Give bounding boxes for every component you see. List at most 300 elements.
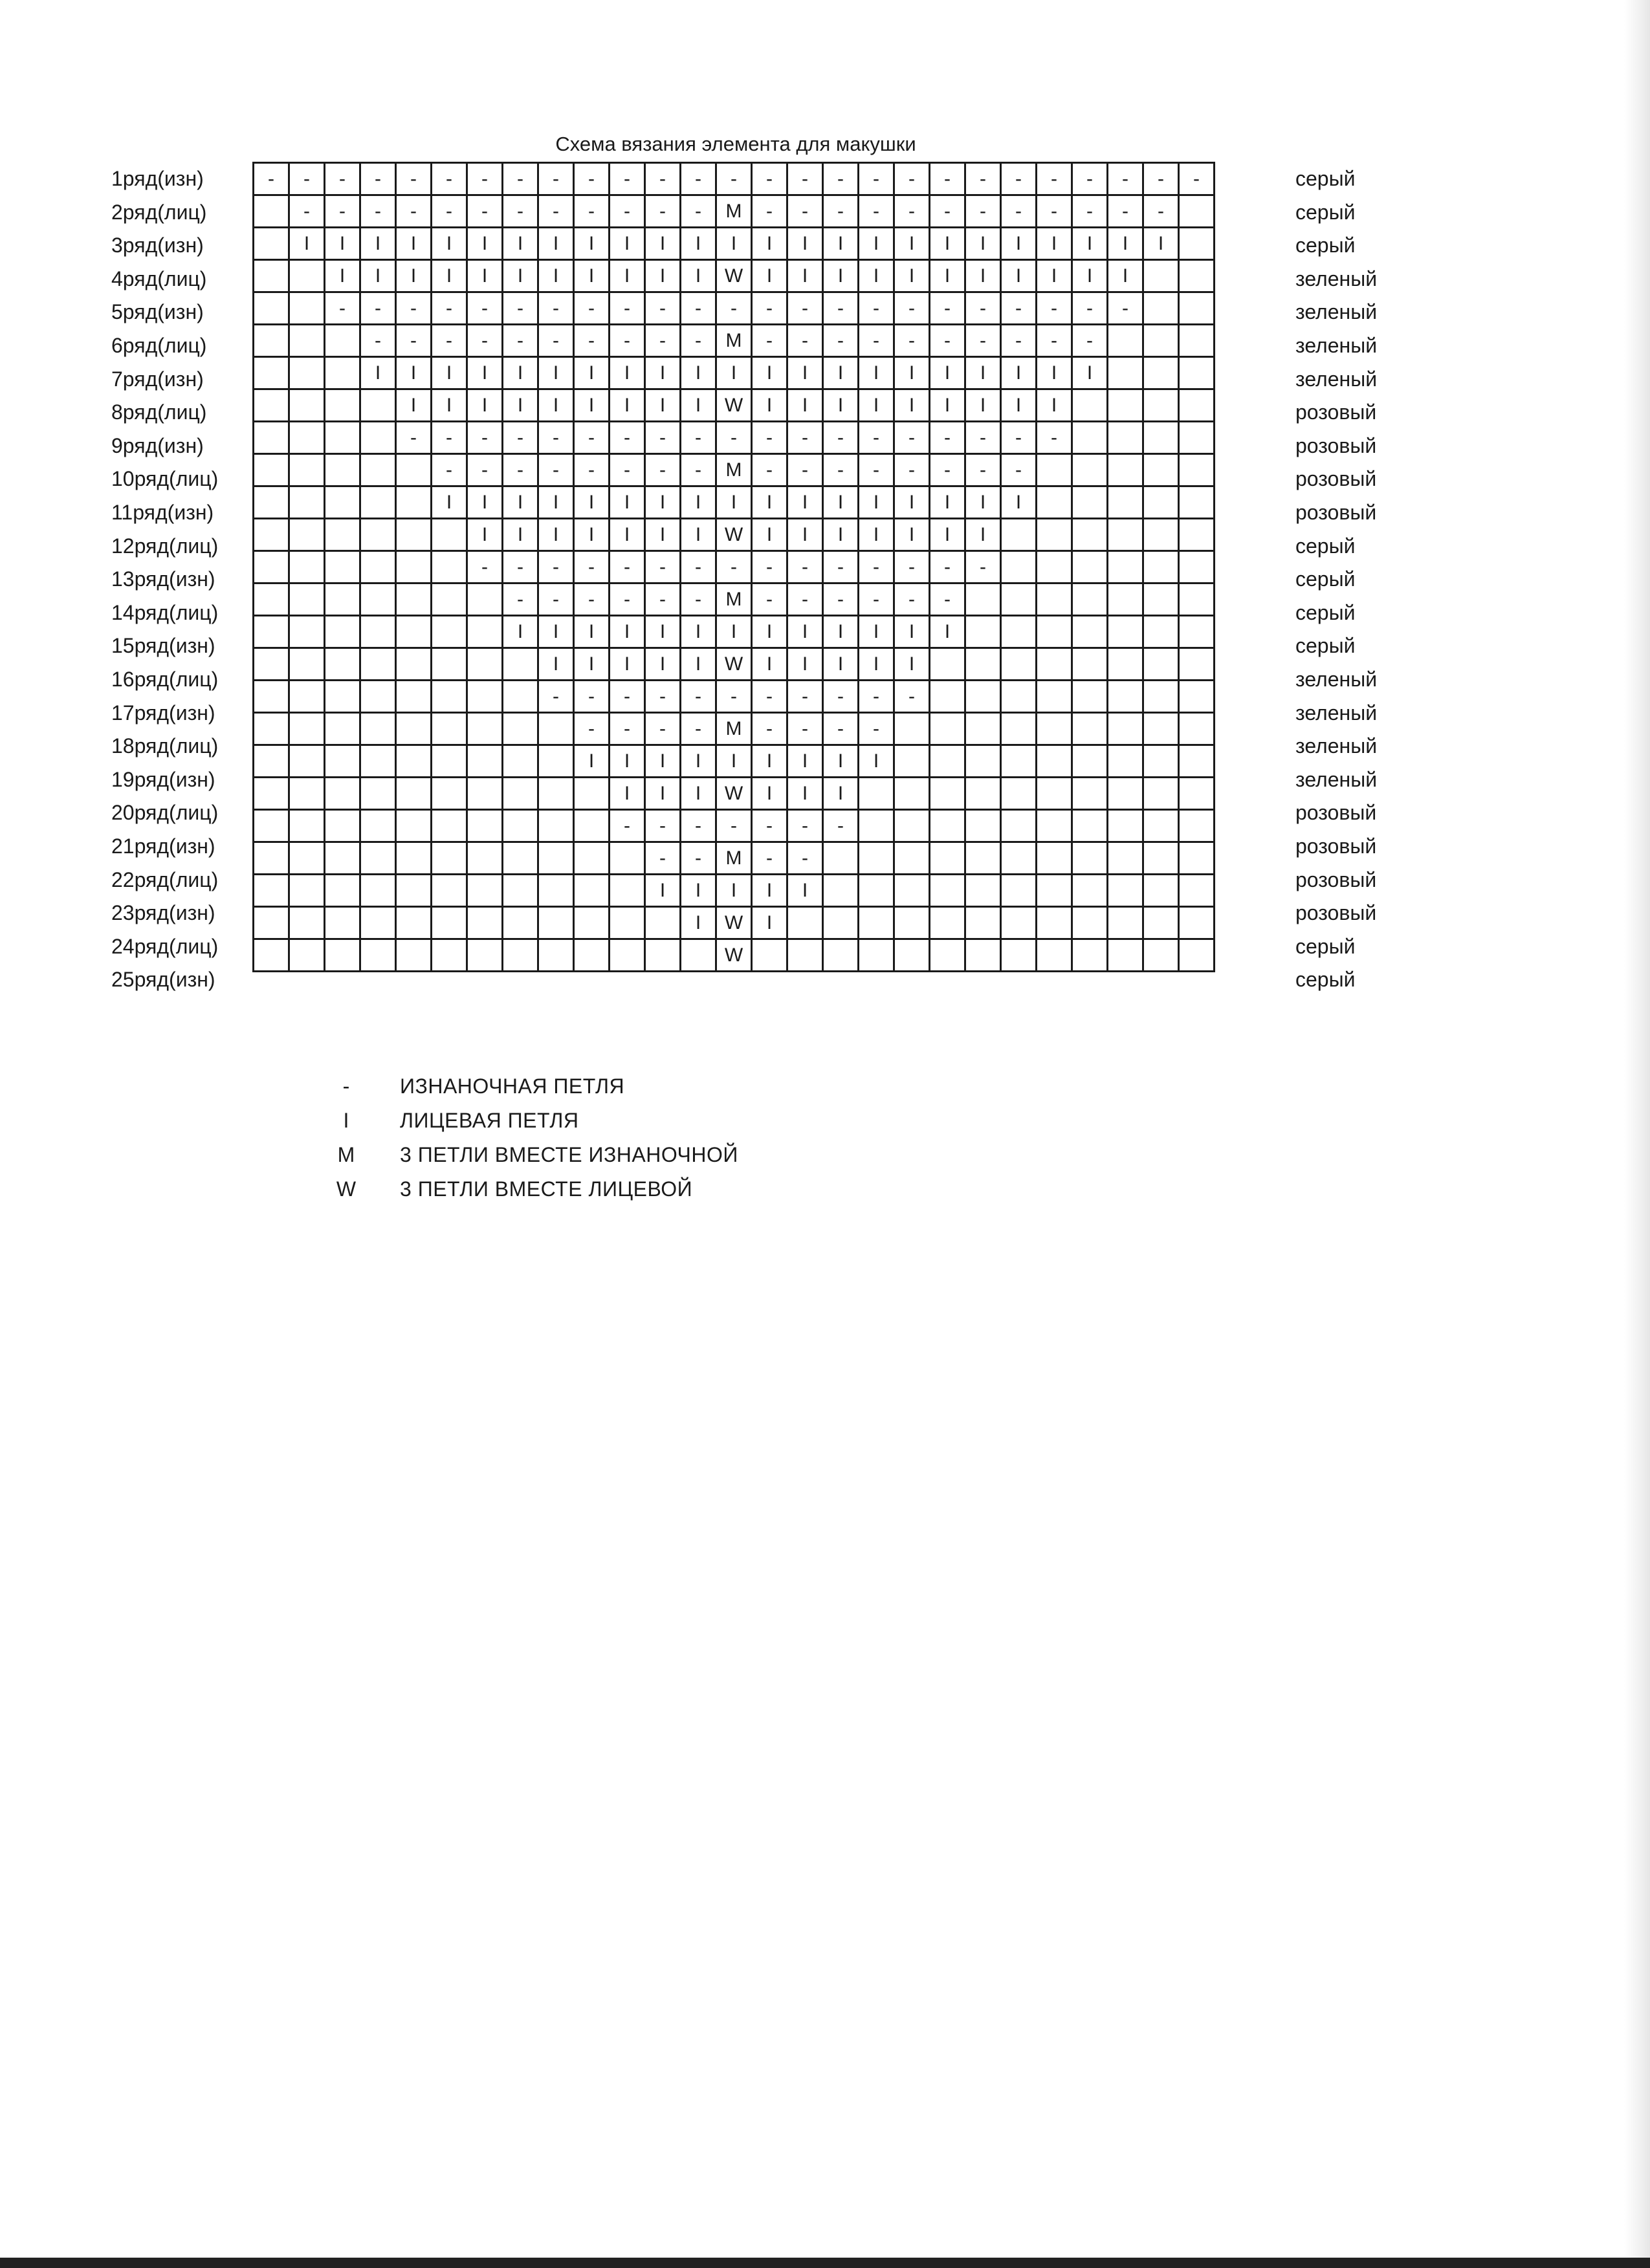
chart-cell: I xyxy=(610,357,645,389)
chart-cell: I xyxy=(787,616,823,648)
chart-cell: I xyxy=(360,228,396,260)
chart-cell: - xyxy=(503,454,538,486)
chart-cell xyxy=(1179,907,1215,939)
chart-cell xyxy=(894,907,930,939)
chart-cell: - xyxy=(823,454,859,486)
chart-cell xyxy=(681,939,716,972)
chart-cell xyxy=(432,907,467,939)
chart-cell xyxy=(396,648,432,681)
chart-cell: - xyxy=(645,292,681,325)
chart-cell: I xyxy=(752,357,787,389)
chart-cell: - xyxy=(610,325,645,357)
chart-row xyxy=(254,939,1215,972)
chart-cell: M xyxy=(716,713,752,745)
chart-cell xyxy=(360,875,396,907)
chart-cell: I xyxy=(930,389,965,422)
row-color: зеленый xyxy=(1295,367,1378,391)
row-color: серый xyxy=(1295,634,1356,658)
chart-cell: I xyxy=(930,357,965,389)
chart-cell: - xyxy=(716,422,752,454)
chart-cell xyxy=(360,713,396,745)
chart-cell xyxy=(289,357,325,389)
legend-text: 3 ПЕТЛИ ВМЕСТЕ ЛИЦЕВОЙ xyxy=(400,1177,693,1201)
chart-cell: - xyxy=(574,195,610,228)
chart-cell xyxy=(859,939,894,972)
chart-cell: I xyxy=(930,616,965,648)
chart-cell xyxy=(396,551,432,583)
chart-cell xyxy=(1143,325,1179,357)
chart-cell: I xyxy=(752,260,787,292)
chart-cell: - xyxy=(823,292,859,325)
chart-cell xyxy=(930,713,965,745)
chart-cell: I xyxy=(1001,389,1037,422)
chart-cell xyxy=(1179,551,1215,583)
chart-cell xyxy=(1001,648,1037,681)
row-color: серый xyxy=(1295,600,1356,624)
chart-cell: - xyxy=(965,454,1001,486)
row-label: 23ряд(изн) xyxy=(111,901,215,925)
chart-cell: - xyxy=(787,163,823,195)
legend-text: ЛИЦЕВАЯ ПЕТЛЯ xyxy=(400,1109,579,1132)
chart-cell xyxy=(1001,681,1037,713)
chart-cell xyxy=(930,810,965,842)
chart-cell: I xyxy=(787,357,823,389)
chart-row xyxy=(254,842,1215,875)
chart-cell: I xyxy=(930,260,965,292)
chart-cell xyxy=(1143,292,1179,325)
chart-cell xyxy=(254,486,289,519)
chart-cell: I xyxy=(538,648,574,681)
row-color: розовый xyxy=(1295,467,1377,491)
chart-cell: I xyxy=(859,648,894,681)
chart-cell: - xyxy=(289,163,325,195)
chart-cell xyxy=(930,842,965,875)
chart-cell xyxy=(1001,875,1037,907)
chart-cell: - xyxy=(610,195,645,228)
chart-cell xyxy=(396,486,432,519)
chart-cell: - xyxy=(787,810,823,842)
chart-cell xyxy=(432,713,467,745)
chart-cell xyxy=(965,842,1001,875)
chart-cell: - xyxy=(823,163,859,195)
chart-cell xyxy=(1037,875,1072,907)
chart-cell: - xyxy=(787,454,823,486)
chart-cell xyxy=(823,875,859,907)
chart-row xyxy=(254,907,1215,939)
chart-cell: I xyxy=(360,357,396,389)
row-color: зеленый xyxy=(1295,701,1378,725)
chart-cell xyxy=(325,454,360,486)
chart-cell xyxy=(503,681,538,713)
chart-cell xyxy=(254,648,289,681)
chart-cell: I xyxy=(325,228,360,260)
chart-cell: - xyxy=(610,163,645,195)
chart-cell xyxy=(1108,745,1143,778)
chart-cell xyxy=(1108,875,1143,907)
chart-cell: I xyxy=(681,778,716,810)
chart-cell xyxy=(360,939,396,972)
chart-cell: I xyxy=(1037,357,1072,389)
chart-cell: - xyxy=(538,163,574,195)
chart-cell xyxy=(1037,907,1072,939)
chart-cell: - xyxy=(787,681,823,713)
chart-cell: - xyxy=(1072,325,1108,357)
chart-cell xyxy=(254,745,289,778)
chart-cell xyxy=(503,875,538,907)
chart-cell xyxy=(289,486,325,519)
chart-cell xyxy=(254,551,289,583)
row-color: серый xyxy=(1295,200,1356,224)
chart-cell: - xyxy=(1001,292,1037,325)
chart-cell xyxy=(823,907,859,939)
chart-cell: I xyxy=(645,616,681,648)
chart-cell: - xyxy=(503,292,538,325)
chart-cell: I xyxy=(467,228,503,260)
chart-cell xyxy=(1072,583,1108,616)
chart-cell: I xyxy=(823,228,859,260)
chart-cell xyxy=(965,713,1001,745)
chart-cell: I xyxy=(894,616,930,648)
chart-cell xyxy=(1179,778,1215,810)
chart-cell xyxy=(1108,616,1143,648)
chart-cell xyxy=(787,907,823,939)
chart-cell: - xyxy=(360,163,396,195)
chart-cell: I xyxy=(965,519,1001,551)
chart-cell xyxy=(859,810,894,842)
chart-cell: I xyxy=(538,486,574,519)
chart-cell xyxy=(930,681,965,713)
chart-cell: - xyxy=(965,325,1001,357)
chart-cell xyxy=(254,228,289,260)
chart-cell: I xyxy=(645,648,681,681)
chart-cell xyxy=(289,519,325,551)
chart-cell: - xyxy=(894,292,930,325)
chart-cell xyxy=(1072,486,1108,519)
chart-cell xyxy=(467,745,503,778)
chart-cell: - xyxy=(538,551,574,583)
chart-cell xyxy=(1072,454,1108,486)
chart-cell: I xyxy=(752,648,787,681)
chart-cell: I xyxy=(610,745,645,778)
chart-cell: - xyxy=(787,292,823,325)
row-label: 3ряд(изн) xyxy=(111,234,204,257)
chart-cell xyxy=(325,486,360,519)
chart-cell xyxy=(823,842,859,875)
chart-cell: I xyxy=(645,875,681,907)
chart-cell: - xyxy=(1072,292,1108,325)
chart-cell: I xyxy=(467,486,503,519)
row-label: 15ряд(изн) xyxy=(111,634,215,658)
chart-cell xyxy=(254,616,289,648)
chart-cell: I xyxy=(894,260,930,292)
chart-row xyxy=(254,357,1215,389)
chart-cell xyxy=(467,875,503,907)
chart-cell: - xyxy=(1143,195,1179,228)
chart-cell: I xyxy=(538,228,574,260)
chart-cell xyxy=(894,745,930,778)
chart-cell: - xyxy=(538,325,574,357)
chart-cell xyxy=(1072,939,1108,972)
chart-cell xyxy=(1037,810,1072,842)
chart-cell xyxy=(467,681,503,713)
chart-cell xyxy=(396,875,432,907)
chart-cell xyxy=(360,583,396,616)
chart-cell: - xyxy=(1037,163,1072,195)
chart-cell xyxy=(432,939,467,972)
chart-cell: - xyxy=(1001,422,1037,454)
chart-cell: I xyxy=(716,616,752,648)
chart-cell: I xyxy=(965,486,1001,519)
chart-cell: - xyxy=(538,681,574,713)
chart-cell xyxy=(859,907,894,939)
chart-cell: I xyxy=(503,486,538,519)
chart-cell xyxy=(503,778,538,810)
chart-cell: - xyxy=(538,454,574,486)
chart-cell: I xyxy=(823,616,859,648)
chart-cell: I xyxy=(752,778,787,810)
chart-cell xyxy=(396,681,432,713)
chart-cell: - xyxy=(752,195,787,228)
chart-cell xyxy=(1143,454,1179,486)
chart-cell xyxy=(432,875,467,907)
chart-cell: I xyxy=(752,519,787,551)
chart-cell: I xyxy=(752,486,787,519)
chart-cell xyxy=(965,810,1001,842)
chart-cell: I xyxy=(787,778,823,810)
chart-cell: I xyxy=(610,486,645,519)
chart-cell: I xyxy=(681,648,716,681)
chart-cell: - xyxy=(752,583,787,616)
chart-cell: I xyxy=(859,228,894,260)
chart-row xyxy=(254,713,1215,745)
row-label: 18ряд(лиц) xyxy=(111,734,219,758)
chart-cell xyxy=(894,810,930,842)
chart-cell: I xyxy=(503,616,538,648)
chart-cell xyxy=(574,907,610,939)
row-color: серый xyxy=(1295,934,1356,958)
chart-cell xyxy=(396,939,432,972)
chart-cell: - xyxy=(823,583,859,616)
chart-cell xyxy=(1072,778,1108,810)
chart-cell xyxy=(254,842,289,875)
chart-cell: I xyxy=(965,228,1001,260)
chart-cell xyxy=(360,648,396,681)
chart-cell xyxy=(432,519,467,551)
chart-cell xyxy=(254,939,289,972)
chart-cell: - xyxy=(930,195,965,228)
chart-cell xyxy=(930,907,965,939)
chart-cell: I xyxy=(965,389,1001,422)
chart-cell: - xyxy=(930,163,965,195)
chart-cell: I xyxy=(752,228,787,260)
chart-cell xyxy=(289,907,325,939)
chart-cell: I xyxy=(894,486,930,519)
chart-cell xyxy=(1108,939,1143,972)
row-color: розовый xyxy=(1295,801,1377,825)
chart-cell xyxy=(965,745,1001,778)
legend-text: ИЗНАНОЧНАЯ ПЕТЛЯ xyxy=(400,1074,625,1098)
chart-cell xyxy=(1108,810,1143,842)
chart-cell xyxy=(610,875,645,907)
chart-cell: - xyxy=(432,325,467,357)
chart-cell: - xyxy=(645,551,681,583)
chart-cell: - xyxy=(538,422,574,454)
chart-cell: - xyxy=(1108,195,1143,228)
chart-cell: I xyxy=(859,357,894,389)
chart-cell: - xyxy=(574,583,610,616)
chart-cell xyxy=(1001,810,1037,842)
chart-cell xyxy=(1143,422,1179,454)
row-label: 17ряд(изн) xyxy=(111,701,215,725)
chart-cell xyxy=(610,842,645,875)
chart-cell xyxy=(254,422,289,454)
chart-cell xyxy=(432,745,467,778)
chart-cell xyxy=(610,939,645,972)
chart-cell xyxy=(1072,519,1108,551)
chart-cell xyxy=(289,551,325,583)
chart-cell: - xyxy=(538,292,574,325)
chart-cell: - xyxy=(716,292,752,325)
chart-cell: - xyxy=(325,292,360,325)
chart-cell xyxy=(254,260,289,292)
chart-cell: - xyxy=(325,195,360,228)
chart-cell: I xyxy=(467,357,503,389)
chart-cell xyxy=(1108,486,1143,519)
row-label: 19ряд(изн) xyxy=(111,767,215,791)
chart-cell xyxy=(360,681,396,713)
chart-cell xyxy=(1037,778,1072,810)
chart-cell: I xyxy=(645,228,681,260)
row-label: 1ряд(изн) xyxy=(111,167,204,190)
chart-cell xyxy=(1143,842,1179,875)
chart-cell: - xyxy=(752,454,787,486)
chart-cell: - xyxy=(610,422,645,454)
row-color: розовый xyxy=(1295,433,1377,457)
row-label: 21ряд(изн) xyxy=(111,834,215,858)
chart-cell xyxy=(894,842,930,875)
chart-cell: I xyxy=(610,648,645,681)
chart-cell: - xyxy=(823,551,859,583)
chart-cell: - xyxy=(645,325,681,357)
chart-row xyxy=(254,228,1215,260)
chart-cell xyxy=(1037,713,1072,745)
chart-cell xyxy=(1179,325,1215,357)
chart-cell: - xyxy=(859,292,894,325)
chart-cell xyxy=(254,681,289,713)
chart-cell xyxy=(254,713,289,745)
chart-cell: - xyxy=(930,422,965,454)
chart-cell xyxy=(467,583,503,616)
chart-cell xyxy=(325,389,360,422)
chart-cell: I xyxy=(716,228,752,260)
chart-cell xyxy=(1037,939,1072,972)
chart-cell: I xyxy=(645,357,681,389)
chart-cell: - xyxy=(396,422,432,454)
chart-row xyxy=(254,519,1215,551)
legend-symbol: M xyxy=(337,1143,355,1166)
chart-cell xyxy=(360,616,396,648)
chart-cell xyxy=(1001,778,1037,810)
chart-cell: - xyxy=(574,713,610,745)
chart-cell: I xyxy=(574,745,610,778)
chart-cell xyxy=(289,681,325,713)
chart-cell xyxy=(360,389,396,422)
chart-cell xyxy=(965,583,1001,616)
chart-cell: I xyxy=(1001,260,1037,292)
chart-cell: - xyxy=(681,842,716,875)
chart-cell xyxy=(503,939,538,972)
chart-cell xyxy=(432,551,467,583)
chart-cell: - xyxy=(752,292,787,325)
chart-cell: I xyxy=(965,357,1001,389)
chart-cell: - xyxy=(752,163,787,195)
chart-cell xyxy=(965,907,1001,939)
chart-cell: I xyxy=(823,389,859,422)
chart-cell xyxy=(1001,551,1037,583)
chart-cell xyxy=(254,357,289,389)
chart-cell xyxy=(1143,551,1179,583)
chart-cell: I xyxy=(787,648,823,681)
chart-cell xyxy=(396,713,432,745)
chart-cell xyxy=(1001,939,1037,972)
chart-cell: I xyxy=(859,486,894,519)
row-color: розовый xyxy=(1295,901,1377,925)
chart-cell: - xyxy=(467,163,503,195)
chart-cell: I xyxy=(859,616,894,648)
chart-cell: - xyxy=(645,195,681,228)
chart-cell: - xyxy=(467,422,503,454)
chart-row xyxy=(254,422,1215,454)
chart-cell: I xyxy=(289,228,325,260)
chart-cell: - xyxy=(396,292,432,325)
chart-cell: - xyxy=(645,681,681,713)
row-color: серый xyxy=(1295,567,1356,591)
chart-cell xyxy=(396,583,432,616)
chart-cell xyxy=(1108,681,1143,713)
chart-cell: - xyxy=(574,454,610,486)
legend-symbol: W xyxy=(336,1177,357,1201)
chart-cell: - xyxy=(716,681,752,713)
chart-cell xyxy=(1037,519,1072,551)
chart-cell: I xyxy=(610,778,645,810)
chart-cell xyxy=(254,778,289,810)
chart-cell: I xyxy=(859,745,894,778)
chart-cell xyxy=(752,939,787,972)
chart-cell: - xyxy=(538,583,574,616)
chart-cell: I xyxy=(325,260,360,292)
chart-cell xyxy=(396,907,432,939)
chart-cell: I xyxy=(894,357,930,389)
chart-cell: I xyxy=(574,486,610,519)
chart-cell: - xyxy=(645,422,681,454)
chart-cell xyxy=(574,875,610,907)
chart-cell xyxy=(1072,422,1108,454)
chart-cell: I xyxy=(752,875,787,907)
chart-cell: I xyxy=(538,357,574,389)
chart-cell xyxy=(859,875,894,907)
row-label: 25ряд(изн) xyxy=(111,968,215,992)
chart-cell xyxy=(396,810,432,842)
chart-cell: I xyxy=(787,745,823,778)
chart-cell: - xyxy=(752,713,787,745)
chart-cell xyxy=(254,583,289,616)
chart-cell: - xyxy=(645,810,681,842)
chart-cell xyxy=(1108,778,1143,810)
chart-cell: - xyxy=(538,195,574,228)
row-label: 13ряд(изн) xyxy=(111,567,215,591)
chart-cell xyxy=(1108,583,1143,616)
chart-cell: W xyxy=(716,939,752,972)
